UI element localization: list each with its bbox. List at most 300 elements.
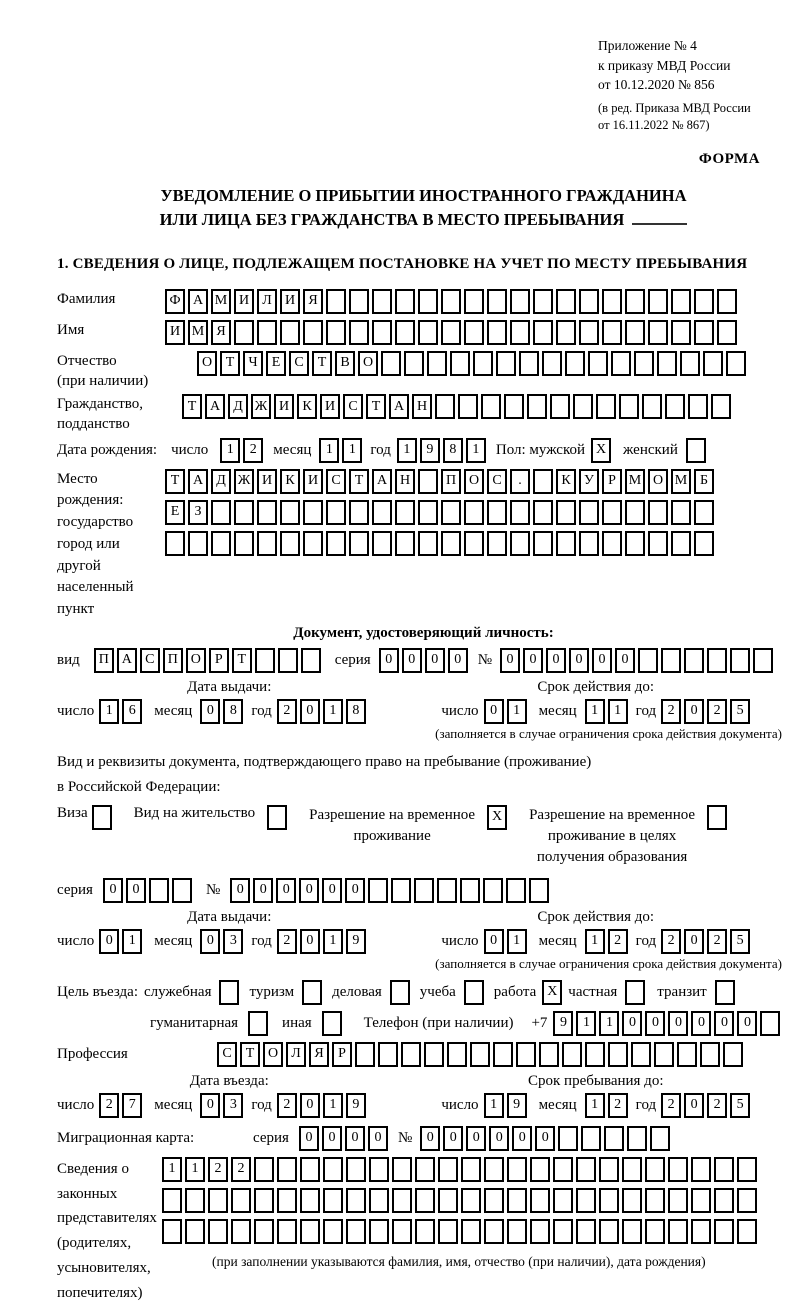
char-cell[interactable] <box>257 500 277 525</box>
char-cell[interactable]: 0 <box>425 648 445 673</box>
char-cell[interactable]: 0 <box>126 878 146 903</box>
char-cell[interactable]: Н <box>395 469 415 494</box>
char-cell[interactable]: Я <box>211 320 231 345</box>
char-cell[interactable] <box>529 878 549 903</box>
char-cell[interactable] <box>579 531 599 556</box>
purpose-transit-checkbox[interactable] <box>715 980 735 1005</box>
char-cell[interactable] <box>645 1157 665 1182</box>
char-cell[interactable] <box>278 648 298 673</box>
char-cell[interactable] <box>392 1219 412 1244</box>
char-cell[interactable]: 1 <box>585 699 605 724</box>
char-cell[interactable] <box>507 1157 527 1182</box>
char-cell[interactable] <box>608 1042 628 1067</box>
char-cell[interactable] <box>458 394 478 419</box>
char-cell[interactable] <box>418 531 438 556</box>
char-cell[interactable]: 1 <box>319 438 339 463</box>
char-cell[interactable]: 2 <box>99 1093 119 1118</box>
char-cell[interactable] <box>691 1188 711 1213</box>
char-cell[interactable] <box>530 1219 550 1244</box>
char-cell[interactable]: Т <box>182 394 202 419</box>
phone-digit-cell[interactable]: 0 <box>737 1011 757 1036</box>
char-cell[interactable] <box>401 1042 421 1067</box>
char-cell[interactable] <box>723 1042 743 1067</box>
char-cell[interactable] <box>418 500 438 525</box>
char-cell[interactable]: 2 <box>707 929 727 954</box>
char-cell[interactable]: Ф <box>165 289 185 314</box>
char-cell[interactable]: С <box>217 1042 237 1067</box>
char-cell[interactable]: 2 <box>707 1093 727 1118</box>
temp-permit-checkbox[interactable]: X <box>487 805 507 830</box>
char-cell[interactable] <box>188 531 208 556</box>
char-cell[interactable] <box>533 531 553 556</box>
char-cell[interactable]: 2 <box>277 929 297 954</box>
char-cell[interactable]: 2 <box>277 1093 297 1118</box>
char-cell[interactable]: Т <box>220 351 240 376</box>
char-cell[interactable]: 0 <box>200 929 220 954</box>
phone-digit-cell[interactable]: 0 <box>622 1011 642 1036</box>
char-cell[interactable]: П <box>163 648 183 673</box>
char-cell[interactable] <box>355 1042 375 1067</box>
char-cell[interactable] <box>372 500 392 525</box>
char-cell[interactable] <box>602 531 622 556</box>
char-cell[interactable]: 8 <box>346 699 366 724</box>
char-cell[interactable] <box>726 351 746 376</box>
char-cell[interactable]: . <box>510 469 530 494</box>
char-cell[interactable]: 0 <box>402 648 422 673</box>
char-cell[interactable] <box>539 1042 559 1067</box>
char-cell[interactable]: 0 <box>569 648 589 673</box>
char-cell[interactable]: 1 <box>122 929 142 954</box>
char-cell[interactable]: 0 <box>345 878 365 903</box>
char-cell[interactable]: 0 <box>523 648 543 673</box>
char-cell[interactable] <box>542 351 562 376</box>
char-cell[interactable] <box>473 351 493 376</box>
char-cell[interactable] <box>527 394 547 419</box>
char-cell[interactable] <box>648 500 668 525</box>
char-cell[interactable]: 7 <box>122 1093 142 1118</box>
char-cell[interactable] <box>414 878 434 903</box>
char-cell[interactable]: М <box>188 320 208 345</box>
char-cell[interactable] <box>392 1157 412 1182</box>
char-cell[interactable] <box>418 289 438 314</box>
char-cell[interactable] <box>585 1042 605 1067</box>
char-cell[interactable] <box>372 531 392 556</box>
char-cell[interactable] <box>530 1157 550 1182</box>
char-cell[interactable]: Р <box>209 648 229 673</box>
char-cell[interactable] <box>326 320 346 345</box>
char-cell[interactable] <box>415 1157 435 1182</box>
char-cell[interactable] <box>172 878 192 903</box>
char-cell[interactable] <box>556 500 576 525</box>
char-cell[interactable]: 0 <box>443 1126 463 1151</box>
char-cell[interactable] <box>277 1188 297 1213</box>
char-cell[interactable]: 0 <box>546 648 566 673</box>
char-cell[interactable]: Т <box>165 469 185 494</box>
char-cell[interactable] <box>349 320 369 345</box>
char-cell[interactable] <box>254 1219 274 1244</box>
char-cell[interactable]: 0 <box>322 1126 342 1151</box>
char-cell[interactable]: Л <box>257 289 277 314</box>
char-cell[interactable] <box>700 1042 720 1067</box>
char-cell[interactable] <box>510 289 530 314</box>
char-cell[interactable]: 0 <box>484 699 504 724</box>
char-cell[interactable]: 0 <box>684 929 704 954</box>
char-cell[interactable]: 0 <box>276 878 296 903</box>
char-cell[interactable] <box>447 1042 467 1067</box>
char-cell[interactable] <box>441 289 461 314</box>
char-cell[interactable]: 0 <box>253 878 273 903</box>
edu-permit-checkbox[interactable] <box>707 805 727 830</box>
char-cell[interactable] <box>507 1219 527 1244</box>
char-cell[interactable]: И <box>280 289 300 314</box>
char-cell[interactable] <box>668 1219 688 1244</box>
char-cell[interactable]: А <box>372 469 392 494</box>
char-cell[interactable] <box>165 531 185 556</box>
char-cell[interactable]: Е <box>266 351 286 376</box>
char-cell[interactable] <box>625 289 645 314</box>
char-cell[interactable] <box>162 1188 182 1213</box>
char-cell[interactable] <box>257 320 277 345</box>
char-cell[interactable]: 1 <box>162 1157 182 1182</box>
char-cell[interactable] <box>648 531 668 556</box>
char-cell[interactable] <box>464 531 484 556</box>
char-cell[interactable]: 0 <box>230 878 250 903</box>
char-cell[interactable]: 0 <box>512 1126 532 1151</box>
char-cell[interactable] <box>717 320 737 345</box>
char-cell[interactable]: 5 <box>730 1093 750 1118</box>
char-cell[interactable]: 1 <box>608 699 628 724</box>
char-cell[interactable]: Е <box>165 500 185 525</box>
char-cell[interactable]: О <box>197 351 217 376</box>
char-cell[interactable] <box>648 320 668 345</box>
char-cell[interactable]: 0 <box>592 648 612 673</box>
char-cell[interactable] <box>326 531 346 556</box>
char-cell[interactable] <box>470 1042 490 1067</box>
char-cell[interactable] <box>277 1157 297 1182</box>
char-cell[interactable] <box>234 500 254 525</box>
char-cell[interactable]: 1 <box>323 1093 343 1118</box>
char-cell[interactable]: А <box>188 469 208 494</box>
char-cell[interactable] <box>484 1188 504 1213</box>
char-cell[interactable] <box>588 351 608 376</box>
char-cell[interactable]: И <box>165 320 185 345</box>
char-cell[interactable] <box>185 1188 205 1213</box>
char-cell[interactable]: Т <box>232 648 252 673</box>
char-cell[interactable] <box>714 1219 734 1244</box>
char-cell[interactable]: С <box>487 469 507 494</box>
char-cell[interactable] <box>648 289 668 314</box>
char-cell[interactable] <box>533 500 553 525</box>
char-cell[interactable] <box>234 320 254 345</box>
char-cell[interactable]: П <box>441 469 461 494</box>
purpose-work-checkbox[interactable]: X <box>542 980 562 1005</box>
sex-male-checkbox[interactable]: X <box>591 438 611 463</box>
char-cell[interactable] <box>461 1188 481 1213</box>
char-cell[interactable]: К <box>280 469 300 494</box>
char-cell[interactable] <box>579 500 599 525</box>
char-cell[interactable]: 2 <box>243 438 263 463</box>
char-cell[interactable] <box>714 1188 734 1213</box>
char-cell[interactable]: С <box>326 469 346 494</box>
char-cell[interactable]: 0 <box>615 648 635 673</box>
char-cell[interactable]: 1 <box>220 438 240 463</box>
phone-digit-cell[interactable]: 1 <box>599 1011 619 1036</box>
char-cell[interactable] <box>694 289 714 314</box>
char-cell[interactable] <box>599 1188 619 1213</box>
char-cell[interactable]: Р <box>332 1042 352 1067</box>
char-cell[interactable]: 1 <box>342 438 362 463</box>
char-cell[interactable] <box>300 1188 320 1213</box>
char-cell[interactable]: 3 <box>223 1093 243 1118</box>
char-cell[interactable]: О <box>648 469 668 494</box>
char-cell[interactable]: 0 <box>299 878 319 903</box>
purpose-other-checkbox[interactable] <box>322 1011 342 1036</box>
char-cell[interactable] <box>484 1219 504 1244</box>
char-cell[interactable] <box>257 531 277 556</box>
char-cell[interactable] <box>301 648 321 673</box>
char-cell[interactable] <box>576 1188 596 1213</box>
char-cell[interactable] <box>642 394 662 419</box>
char-cell[interactable] <box>300 1157 320 1182</box>
char-cell[interactable] <box>680 351 700 376</box>
char-cell[interactable]: 0 <box>345 1126 365 1151</box>
purpose-tourism-checkbox[interactable] <box>302 980 322 1005</box>
char-cell[interactable]: 2 <box>208 1157 228 1182</box>
char-cell[interactable] <box>280 500 300 525</box>
char-cell[interactable] <box>438 1157 458 1182</box>
char-cell[interactable] <box>627 1126 647 1151</box>
char-cell[interactable] <box>369 1188 389 1213</box>
char-cell[interactable] <box>368 878 388 903</box>
char-cell[interactable] <box>460 878 480 903</box>
char-cell[interactable]: 0 <box>300 699 320 724</box>
char-cell[interactable] <box>668 1157 688 1182</box>
char-cell[interactable] <box>553 1188 573 1213</box>
char-cell[interactable] <box>519 351 539 376</box>
char-cell[interactable]: И <box>234 289 254 314</box>
char-cell[interactable]: 9 <box>507 1093 527 1118</box>
char-cell[interactable] <box>346 1219 366 1244</box>
char-cell[interactable] <box>604 1126 624 1151</box>
char-cell[interactable]: 2 <box>661 929 681 954</box>
char-cell[interactable] <box>254 1157 274 1182</box>
char-cell[interactable]: Я <box>309 1042 329 1067</box>
char-cell[interactable]: 2 <box>277 699 297 724</box>
char-cell[interactable] <box>703 351 723 376</box>
char-cell[interactable] <box>650 1126 670 1151</box>
char-cell[interactable]: 0 <box>684 1093 704 1118</box>
char-cell[interactable] <box>255 648 275 673</box>
char-cell[interactable]: 0 <box>489 1126 509 1151</box>
char-cell[interactable] <box>714 1157 734 1182</box>
char-cell[interactable] <box>395 500 415 525</box>
char-cell[interactable]: Р <box>602 469 622 494</box>
char-cell[interactable]: 0 <box>379 648 399 673</box>
char-cell[interactable] <box>671 500 691 525</box>
char-cell[interactable] <box>464 289 484 314</box>
char-cell[interactable] <box>404 351 424 376</box>
char-cell[interactable]: 0 <box>466 1126 486 1151</box>
char-cell[interactable] <box>694 500 714 525</box>
char-cell[interactable] <box>461 1157 481 1182</box>
char-cell[interactable]: 0 <box>300 1093 320 1118</box>
char-cell[interactable]: 1 <box>507 699 527 724</box>
char-cell[interactable] <box>619 394 639 419</box>
char-cell[interactable] <box>392 1188 412 1213</box>
char-cell[interactable]: 0 <box>420 1126 440 1151</box>
char-cell[interactable] <box>599 1157 619 1182</box>
char-cell[interactable]: О <box>186 648 206 673</box>
char-cell[interactable] <box>185 1219 205 1244</box>
char-cell[interactable] <box>737 1188 757 1213</box>
char-cell[interactable] <box>484 1157 504 1182</box>
char-cell[interactable] <box>280 320 300 345</box>
char-cell[interactable] <box>510 320 530 345</box>
char-cell[interactable]: 1 <box>185 1157 205 1182</box>
char-cell[interactable] <box>372 289 392 314</box>
char-cell[interactable] <box>661 648 681 673</box>
char-cell[interactable] <box>435 394 455 419</box>
char-cell[interactable] <box>599 1219 619 1244</box>
char-cell[interactable] <box>162 1219 182 1244</box>
char-cell[interactable] <box>576 1219 596 1244</box>
char-cell[interactable] <box>694 531 714 556</box>
char-cell[interactable]: А <box>389 394 409 419</box>
char-cell[interactable] <box>496 351 516 376</box>
char-cell[interactable] <box>550 394 570 419</box>
char-cell[interactable] <box>415 1188 435 1213</box>
char-cell[interactable]: 0 <box>99 929 119 954</box>
char-cell[interactable] <box>346 1157 366 1182</box>
phone-digit-cell[interactable] <box>760 1011 780 1036</box>
char-cell[interactable]: 1 <box>507 929 527 954</box>
char-cell[interactable]: 1 <box>99 699 119 724</box>
char-cell[interactable] <box>464 320 484 345</box>
char-cell[interactable] <box>671 531 691 556</box>
char-cell[interactable]: У <box>579 469 599 494</box>
char-cell[interactable] <box>441 531 461 556</box>
char-cell[interactable]: 2 <box>661 1093 681 1118</box>
char-cell[interactable] <box>326 289 346 314</box>
char-cell[interactable] <box>277 1219 297 1244</box>
char-cell[interactable] <box>464 500 484 525</box>
char-cell[interactable] <box>323 1219 343 1244</box>
char-cell[interactable] <box>418 320 438 345</box>
char-cell[interactable]: Т <box>349 469 369 494</box>
char-cell[interactable] <box>280 531 300 556</box>
char-cell[interactable] <box>576 1157 596 1182</box>
char-cell[interactable] <box>323 1188 343 1213</box>
char-cell[interactable] <box>507 1188 527 1213</box>
char-cell[interactable]: З <box>188 500 208 525</box>
char-cell[interactable] <box>753 648 773 673</box>
char-cell[interactable] <box>579 289 599 314</box>
char-cell[interactable] <box>691 1219 711 1244</box>
char-cell[interactable] <box>573 394 593 419</box>
char-cell[interactable] <box>671 320 691 345</box>
char-cell[interactable]: Д <box>228 394 248 419</box>
char-cell[interactable] <box>437 878 457 903</box>
char-cell[interactable] <box>694 320 714 345</box>
char-cell[interactable]: О <box>263 1042 283 1067</box>
char-cell[interactable] <box>645 1219 665 1244</box>
char-cell[interactable] <box>231 1219 251 1244</box>
char-cell[interactable] <box>415 1219 435 1244</box>
char-cell[interactable]: К <box>297 394 317 419</box>
char-cell[interactable] <box>349 531 369 556</box>
char-cell[interactable] <box>516 1042 536 1067</box>
char-cell[interactable]: 1 <box>323 699 343 724</box>
char-cell[interactable] <box>418 469 438 494</box>
char-cell[interactable]: В <box>335 351 355 376</box>
char-cell[interactable] <box>622 1188 642 1213</box>
char-cell[interactable]: Б <box>694 469 714 494</box>
char-cell[interactable] <box>234 531 254 556</box>
char-cell[interactable] <box>461 1219 481 1244</box>
char-cell[interactable]: 8 <box>443 438 463 463</box>
char-cell[interactable]: 1 <box>323 929 343 954</box>
char-cell[interactable] <box>622 1219 642 1244</box>
char-cell[interactable] <box>558 1126 578 1151</box>
char-cell[interactable] <box>688 394 708 419</box>
char-cell[interactable]: 1 <box>397 438 417 463</box>
char-cell[interactable] <box>487 500 507 525</box>
char-cell[interactable] <box>346 1188 366 1213</box>
char-cell[interactable]: И <box>320 394 340 419</box>
char-cell[interactable]: А <box>117 648 137 673</box>
char-cell[interactable]: 2 <box>231 1157 251 1182</box>
char-cell[interactable]: С <box>140 648 160 673</box>
char-cell[interactable] <box>438 1188 458 1213</box>
char-cell[interactable] <box>493 1042 513 1067</box>
char-cell[interactable]: 5 <box>730 699 750 724</box>
char-cell[interactable] <box>717 289 737 314</box>
char-cell[interactable] <box>665 394 685 419</box>
char-cell[interactable] <box>707 648 727 673</box>
char-cell[interactable] <box>300 1219 320 1244</box>
char-cell[interactable] <box>671 289 691 314</box>
char-cell[interactable]: 5 <box>730 929 750 954</box>
char-cell[interactable] <box>530 1188 550 1213</box>
char-cell[interactable]: А <box>188 289 208 314</box>
char-cell[interactable] <box>625 320 645 345</box>
char-cell[interactable] <box>504 394 524 419</box>
char-cell[interactable]: 2 <box>661 699 681 724</box>
char-cell[interactable] <box>602 320 622 345</box>
char-cell[interactable]: 0 <box>535 1126 555 1151</box>
char-cell[interactable] <box>349 289 369 314</box>
char-cell[interactable] <box>657 351 677 376</box>
char-cell[interactable]: 2 <box>608 1093 628 1118</box>
char-cell[interactable]: Л <box>286 1042 306 1067</box>
char-cell[interactable] <box>730 648 750 673</box>
char-cell[interactable]: 0 <box>500 648 520 673</box>
char-cell[interactable] <box>231 1188 251 1213</box>
char-cell[interactable]: Д <box>211 469 231 494</box>
char-cell[interactable] <box>645 1188 665 1213</box>
char-cell[interactable] <box>556 531 576 556</box>
char-cell[interactable]: Т <box>240 1042 260 1067</box>
char-cell[interactable] <box>556 289 576 314</box>
char-cell[interactable]: 0 <box>300 929 320 954</box>
char-cell[interactable] <box>208 1188 228 1213</box>
purpose-study-checkbox[interactable] <box>464 980 484 1005</box>
char-cell[interactable] <box>303 531 323 556</box>
char-cell[interactable]: 9 <box>420 438 440 463</box>
char-cell[interactable]: 8 <box>223 699 243 724</box>
char-cell[interactable] <box>441 500 461 525</box>
char-cell[interactable]: 2 <box>608 929 628 954</box>
